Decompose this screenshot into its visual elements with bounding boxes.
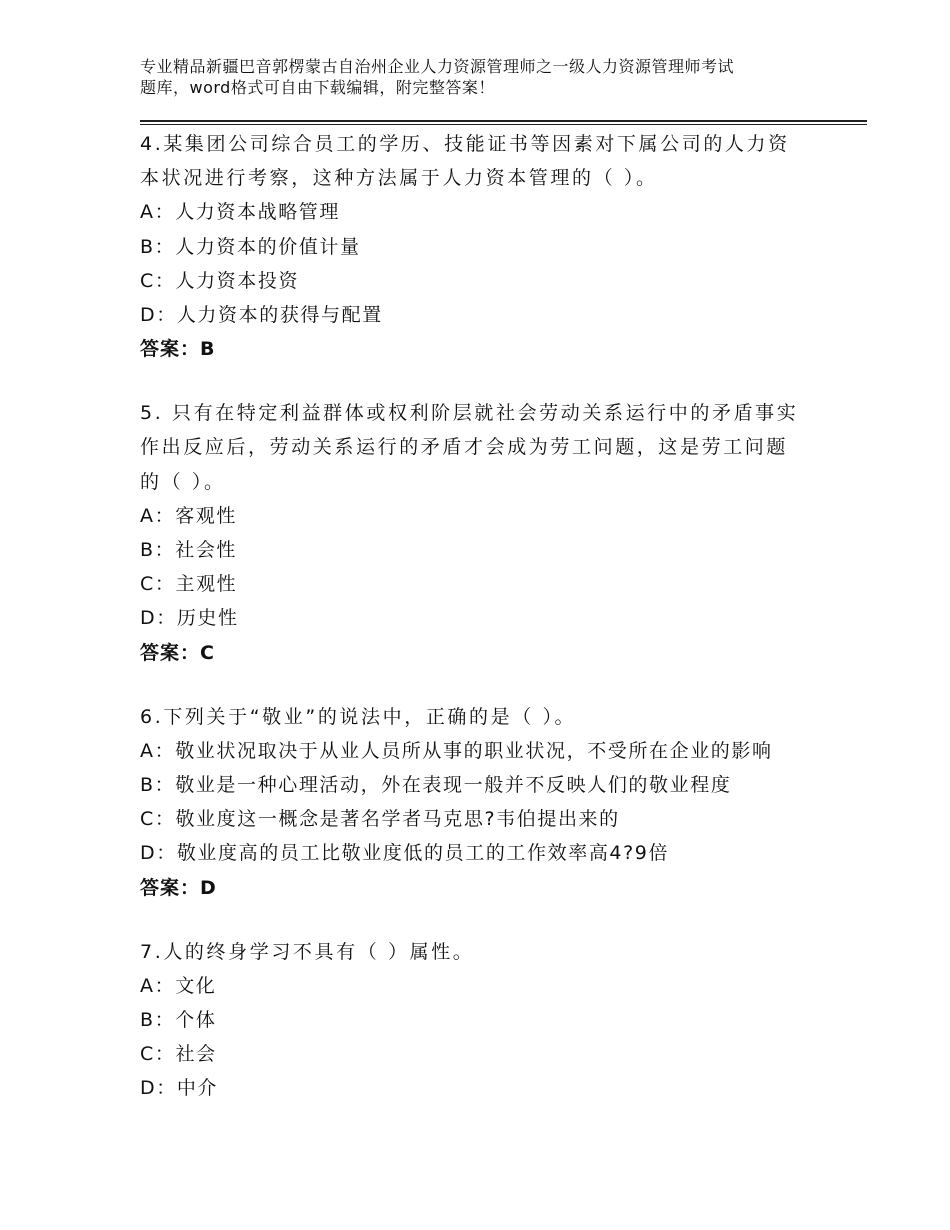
question-4 xyxy=(140,127,840,366)
question-stem-line: 作出反应后，劳动关系运行的矛盾才会成为劳工问题，这是劳工问题 xyxy=(140,436,789,459)
option-a: A：文化 xyxy=(140,974,217,997)
option-d: D：历史性 xyxy=(140,607,239,630)
question-stem-line: 的（ ）。 xyxy=(140,470,226,493)
question-5 xyxy=(140,396,840,669)
option-d: D：敬业度高的员工比敬业度低的员工的工作效率高4?9倍 xyxy=(140,842,670,865)
question-stem-line: 4.某集团公司综合员工的学历、技能证书等因素对下属公司的人力资 xyxy=(140,133,790,155)
option-a: A：敬业状况取决于从业人员所从事的职业状况，不受所在企业的影响 xyxy=(140,739,773,762)
option-c: C：社会 xyxy=(140,1043,217,1066)
header-line-1: 专业精品新疆巴音郭楞蒙古自治州企业人力资源管理师之一级人力资源管理师考试 xyxy=(140,57,735,76)
document-header xyxy=(140,56,840,98)
option-d: D：中介 xyxy=(140,1077,219,1100)
option-c: C：人力资本投资 xyxy=(140,269,300,292)
question-stem-line: 5. 只有在特定利益群体或权利阶层就社会劳动关系运行中的矛盾事实 xyxy=(140,402,799,425)
question-stem-line: 6.下列关于“敬业”的说法中，正确的是（ ）。 xyxy=(140,705,577,728)
header-divider-thick xyxy=(140,120,867,122)
question-7 xyxy=(140,935,840,1106)
option-b: B：个体 xyxy=(140,1009,217,1032)
option-c: C：敬业度这一概念是著名学者马克思?韦伯提出来的 xyxy=(140,808,620,831)
question-stem-line: 本状况进行考察，这种方法属于人力资本管理的（ ）。 xyxy=(140,167,658,190)
option-b: B：社会性 xyxy=(140,539,238,562)
question-stem-line: 7.人的终身学习不具有（ ）属性。 xyxy=(140,940,475,963)
header-line-2: 题库，word格式可自由下载编辑，附完整答案！ xyxy=(140,78,495,97)
option-b: B：敬业是一种心理活动，外在表现一般并不反映人们的敬业程度 xyxy=(140,774,732,797)
answer-label: 答案：C xyxy=(140,641,215,664)
option-b: B：人力资本的价值计量 xyxy=(140,235,361,258)
answer-label: 答案：B xyxy=(140,338,216,361)
answer-label: 答案：D xyxy=(140,876,217,899)
option-c: C：主观性 xyxy=(140,573,238,596)
option-a: A：人力资本战略管理 xyxy=(140,201,340,224)
option-d: D：人力资本的获得与配置 xyxy=(140,304,383,327)
header-divider-thin xyxy=(140,124,867,125)
question-6 xyxy=(140,700,840,905)
option-a: A：客观性 xyxy=(140,504,237,527)
question-list xyxy=(140,127,840,1136)
